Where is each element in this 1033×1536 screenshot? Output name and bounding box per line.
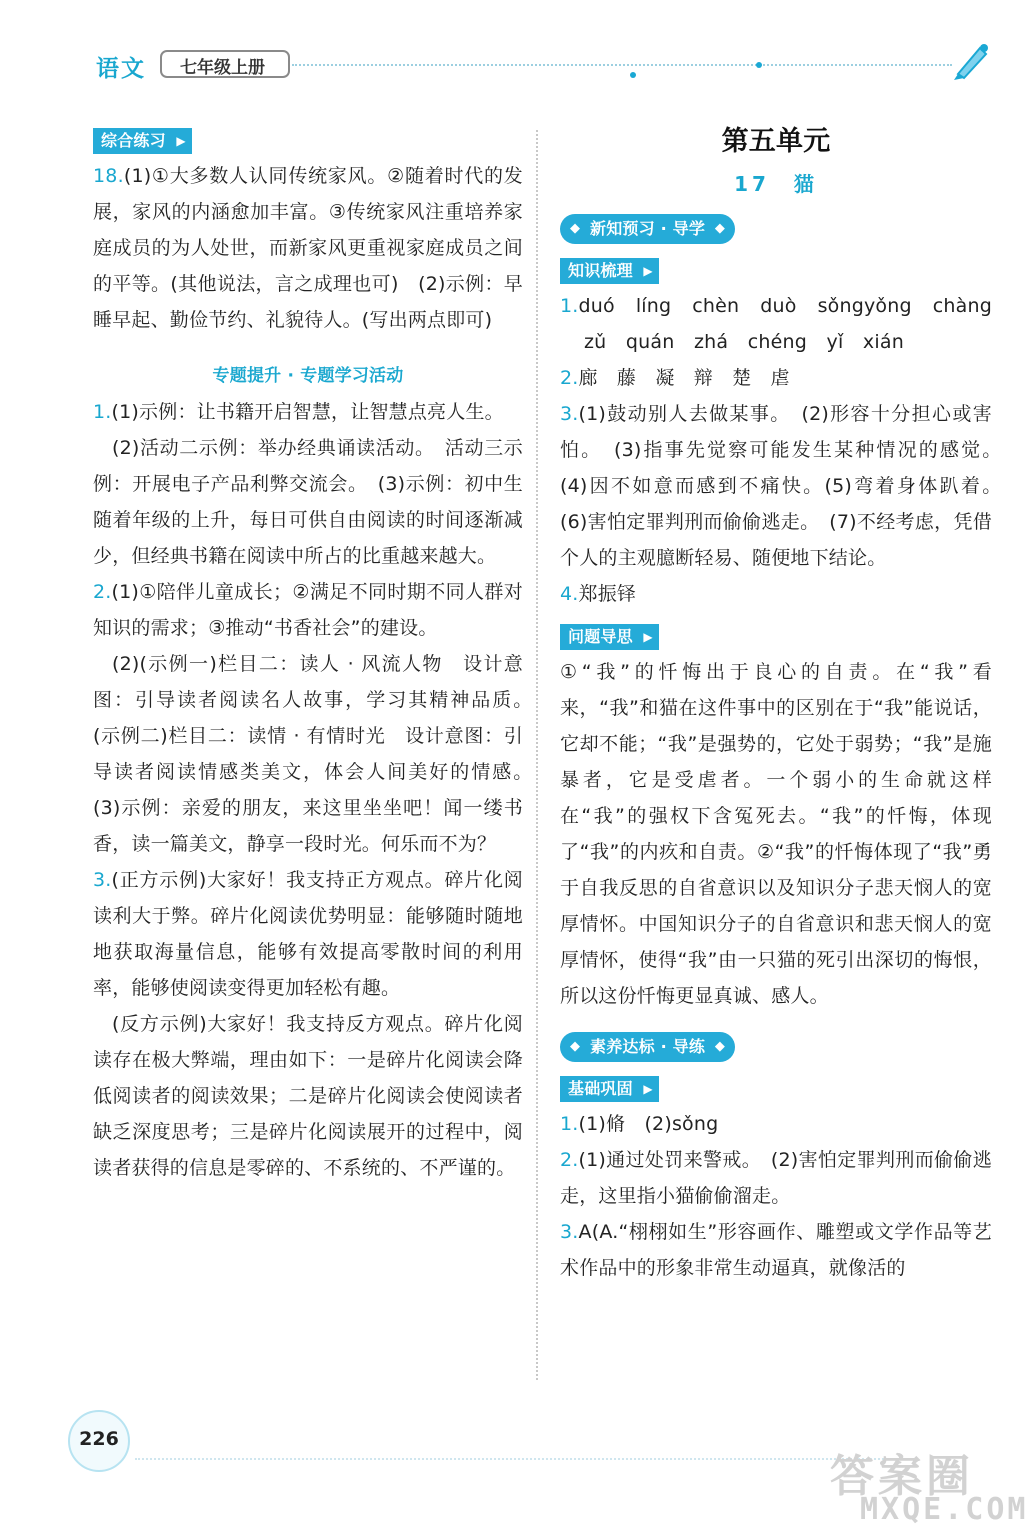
lesson-title: 17 猫	[734, 172, 818, 196]
answer-2-part2: (2)(示例一)栏目二：读人 · 风流人物 设计意图：引导读者阅读名人故事，学习其精神品质。 (示例二)栏目二：读情 · 有情时光 设计意图：引导读者阅读情感类美文，体会人间美好的情感。 (3)示例：亲爱的朋友，来这里坐坐吧！闻一缕书香，读一篇美文，静享一段时光。何乐而不为？	[93, 653, 543, 855]
page-header	[0, 0, 1033, 100]
answer-b1	[560, 1106, 992, 1142]
answer-k3	[560, 396, 1012, 576]
watermark-url: MXQE.COM	[860, 1492, 1029, 1527]
question-number: 3.	[93, 869, 112, 891]
question-number: 1.	[560, 295, 579, 317]
tag-question-guide: 问题导思 ▶	[560, 624, 659, 650]
answer-text: (1)通过处罚来警戒。 (2)害怕定罪判刑而偷偷逃走，这里指小猫偷偷溜走。	[560, 1149, 992, 1207]
pinyin: duò	[760, 295, 797, 317]
pen-icon	[950, 40, 992, 82]
question-number: 1.	[93, 401, 112, 423]
pinyin-item	[560, 288, 615, 324]
pinyin: yǐ	[826, 331, 844, 353]
subject-label: 语文	[96, 56, 146, 82]
pinyin: quán	[625, 331, 675, 353]
pinyin: chéng	[747, 331, 808, 353]
unit-title: 第五单元	[721, 126, 831, 157]
answer-2	[93, 574, 523, 646]
question-number: 1.	[560, 1113, 579, 1135]
answer-b2	[560, 1142, 992, 1214]
pinyin-row-1	[560, 288, 992, 324]
pinyin: chèn	[692, 295, 740, 317]
answer-k4	[560, 576, 992, 612]
header-dot	[630, 72, 636, 78]
header-dot	[756, 62, 762, 68]
answer-1	[93, 394, 523, 430]
question-number: 18.	[93, 165, 124, 187]
grade-label: 七年级上册	[180, 58, 265, 78]
answer-text: 郑振铎	[578, 583, 637, 605]
answer-text: A(A.“栩栩如生”形容画作、雕塑或文学作品等艺术作品中的形象非常生动逼真，就像活的	[560, 1221, 992, 1279]
header-dotted-rule	[292, 64, 952, 66]
question-number: 2.	[560, 1149, 579, 1171]
pinyin: sǒngyǒng	[817, 295, 912, 317]
pinyin: zǔ	[584, 331, 607, 353]
page-number: 226	[79, 1428, 119, 1450]
section-title: 专题提升 · 专题学习活动	[212, 366, 404, 386]
watermark	[830, 1440, 1029, 1532]
right-column	[560, 122, 1012, 1286]
tag-basic: 基础巩固 ▶	[560, 1076, 659, 1102]
watermark-logo-text: 答案圈	[830, 1451, 974, 1502]
pinyin: xián	[862, 331, 904, 353]
answer-3	[93, 862, 523, 1006]
banner-practice: ◆ 素养达标 · 导练 ◆	[560, 1032, 735, 1062]
answer-text: (1)脩 (2)sǒng	[578, 1113, 719, 1135]
pinyin: chàng	[932, 295, 992, 317]
pinyin: zhá	[693, 331, 729, 353]
answer-text: 廊 藤 凝 辩 楚 虐	[578, 367, 790, 389]
question-guide-text: ①“我”的忏悔出于良心的自责。在“我”看来，“我”和猫在这件事中的区别在于“我”能说话，它却不能；“我”是强势的，它处于弱势；“我”是施暴者，它是受虐者。一个弱小的生命就这样在“我”的强权下含冤死去。“我”的忏悔，体现了“我”的内疚和自责。②“我”的忏悔体现了“我”勇于自我反思的自省意识以及知识分子悲天悯人的宽厚情怀。中国知识分子的自省意识和悲天悯人的宽厚情怀，使得“我”由一只猫的死引出深切的悔恨，所以这份忏悔更显真诚、感人。	[560, 661, 992, 1007]
answer-3-part2: (反方示例)大家好！我支持反方观点。碎片化阅读存在极大弊端，理由如下：一是碎片化阅读会降低阅读者的阅读效果；二是碎片化阅读会使阅读者缺乏深度思考；三是碎片化阅读展开的过程中，阅读者获得的信息是零碎的、不系统的、不严谨的。	[93, 1013, 523, 1179]
answer-k2	[560, 360, 992, 396]
answer-text: (1)①大多数人认同传统家风。②随着时代的发展，家风的内涵愈加丰富。③传统家风注重培养家庭成员的为人处世，而新家风更重视家庭成员之间的平等。(其他说法，言之成理也可) (2)示例：早睡早起、勤俭节约、礼貌待人。(写出两点即可)	[93, 165, 523, 331]
question-number: 3.	[560, 1221, 579, 1243]
banner-preview: ◆ 新知预习 · 导学 ◆	[560, 214, 735, 244]
answer-text: (1)①陪伴儿童成长；②满足不同时期不同人群对知识的需求；③推动“书香社会”的建设。	[93, 581, 523, 639]
question-number: 2.	[560, 367, 579, 389]
answer-text: (1)示例：让书籍开启智慧，让智慧点亮人生。	[111, 401, 504, 423]
question-number: 4.	[560, 583, 579, 605]
answer-text: (1)鼓动别人去做某事。 (2)形容十分担心或害怕。 (3)指事先觉察可能发生某种情况的感觉。 (4)因不如意而感到不痛快。(5)弯着身体趴着。 (6)害怕定罪判刑而偷偷逃走。 (7)不经考虑，凭借个人的主观臆断轻易、随便地下结论。	[560, 403, 1012, 569]
question-number: 3.	[560, 403, 579, 425]
footer-dotted-rule	[135, 1458, 895, 1460]
pinyin: líng	[635, 295, 672, 317]
tag-comprehensive-practice: 综合练习 ▶	[93, 128, 192, 154]
column-divider	[536, 130, 538, 1380]
tag-knowledge: 知识梳理 ▶	[560, 258, 659, 284]
answer-text: (正方示例)大家好！我支持正方观点。碎片化阅读利大于弊。碎片化阅读优势明显：能够随时随地地获取海量信息，能够有效提高零散时间的利用率，能够使阅读变得更加轻松有趣。	[93, 869, 523, 999]
answer-1-part2: (2)活动二示例：举办经典诵读活动。 活动三示例：开展电子产品利弊交流会。 (3)示例：初中生随着年级的上升，每日可供自由阅读的时间逐渐减少，但经典书籍在阅读中所占的比重越来越大。	[93, 437, 523, 567]
answer-b3	[560, 1214, 992, 1286]
pinyin-row-2	[560, 324, 904, 360]
pinyin: duó	[578, 295, 615, 317]
answer-18	[93, 158, 523, 338]
question-number: 2.	[93, 581, 112, 603]
left-column	[93, 122, 543, 1186]
